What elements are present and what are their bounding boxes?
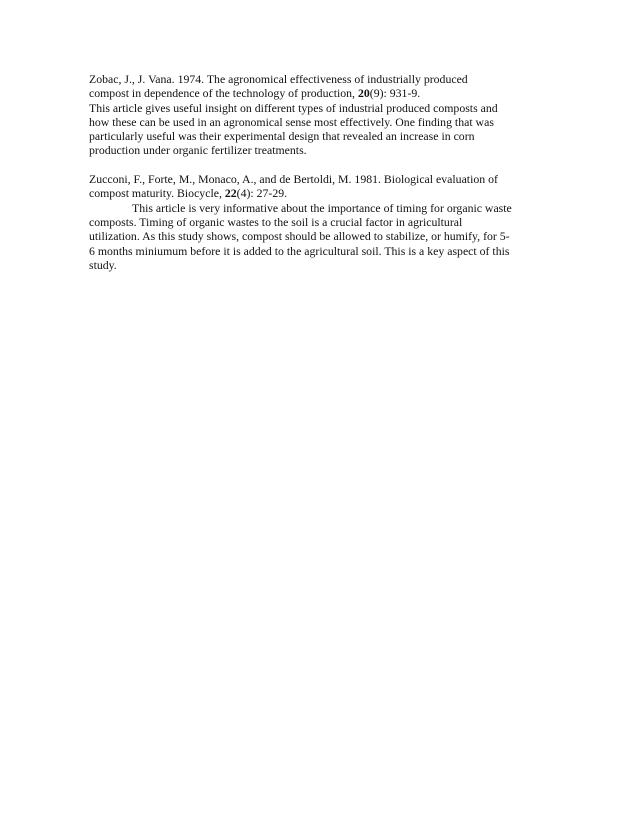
citation-issue-pages: (9): 931-9. — [369, 86, 421, 101]
paragraph-gap — [89, 158, 545, 172]
citation-text: compost in dependence of the technology of production, — [89, 86, 358, 101]
annotation-line: how these can be used in an agronomical sense most effectively. One finding that was — [89, 114, 494, 129]
annotation-line: utilization. As this study shows, compost should be allowed to stabilize, or humify, for 5- — [89, 229, 510, 244]
reference-citation-line: Zobac, J., J. Vana. 1974. The agronomical effectiveness of industrially produced — [89, 72, 468, 86]
reference-entry — [89, 172, 545, 272]
annotation-line: 6 months miniumum before it is added to the agricultural soil. This is a key aspect of this — [89, 243, 510, 258]
citation-issue-pages: (4): 27-29. — [236, 186, 288, 201]
reference-citation-line — [89, 86, 545, 100]
citation-text: compost maturity. Biocycle, — [89, 186, 225, 201]
volume-number: 22 — [224, 186, 237, 201]
annotation-line: This article gives useful insight on different types of industrial produced composts and — [89, 100, 498, 115]
reference-citation-line: Zucconi, F., Forte, M., Monaco, A., and de Bertoldi, M. 1981. Biological evaluation of — [89, 172, 498, 187]
annotation-line: study. — [89, 257, 117, 272]
annotation-line: particularly useful was their experimental design that revealed an increase in corn — [89, 129, 475, 144]
reference-entry — [89, 72, 545, 158]
reference-citation-line — [89, 186, 545, 200]
annotation-line: production under organic fertilizer treatments. — [89, 143, 307, 158]
bibliography-content — [89, 72, 545, 272]
annotation-line: composts. Timing of organic wastes to the soil is a crucial factor in agricultural — [89, 214, 463, 229]
annotation-line: This article is very informative about the importance of timing for organic waste — [132, 200, 512, 215]
volume-number: 20 — [357, 86, 370, 101]
